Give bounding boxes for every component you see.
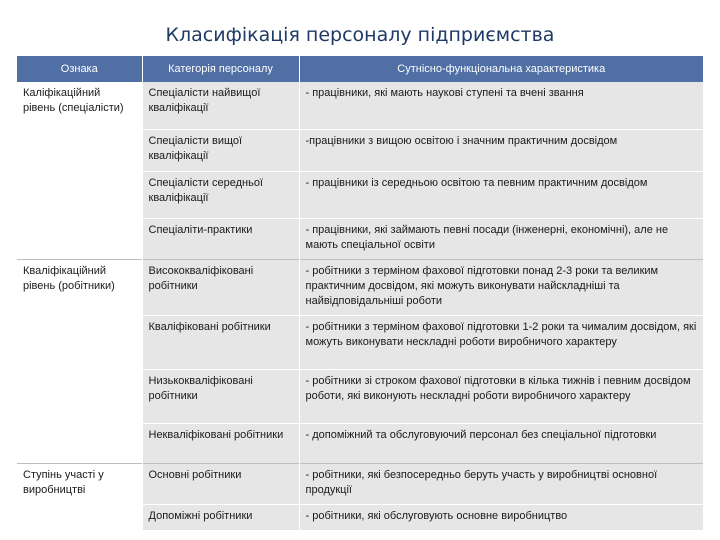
group-label: Кваліфікаційний рівень (робітники) [17, 259, 142, 463]
description-cell: - робітники, які обслуговують основне виробництво [299, 504, 703, 530]
table-row [17, 259, 703, 315]
category-cell: Спеціалісти найвищої кваліфікації [142, 82, 299, 129]
group-label: Каліфікаційний рівень (спеціалісти) [17, 82, 142, 259]
description-cell: -працівники з вищою освітою і значним практичним досвідом [299, 129, 703, 171]
category-cell: Висококваліфіковані робітники [142, 259, 299, 315]
category-cell: Низькокваліфіковані робітники [142, 369, 299, 423]
category-cell: Спеціаліти-практики [142, 218, 299, 259]
category-cell: Некваліфіковані робітники [142, 423, 299, 463]
group-label: Ступінь участі у виробництві [17, 463, 142, 530]
description-cell: - працівники із середньою освітою та певним практичним досвідом [299, 171, 703, 218]
description-cell: - робітники, які безпосередньо беруть участь у виробництві основної продукції [299, 463, 703, 504]
category-cell: Кваліфіковані робітники [142, 315, 299, 369]
category-cell: Спеціалісти вищої кваліфікації [142, 129, 299, 171]
page-title: Класифікація персоналу підприємства [165, 24, 555, 46]
header-feature: Ознака [17, 56, 142, 82]
description-cell: - робітники з терміном фахової підготовки понад 2-3 роки та великим практичним досвідом, які можуть виконувати найскладніші та найвідповідальніші роботи [299, 259, 703, 315]
description-cell: - допоміжний та обслуговуючий персонал без спеціальної підготовки [299, 423, 703, 463]
description-cell: - робітники з терміном фахової підготовки 1-2 роки та чималим досвідом, які можуть виконувати нескладні роботи виробничого характеру [299, 315, 703, 369]
table-row [17, 82, 703, 129]
classification-table [17, 56, 703, 530]
category-cell: Основні робітники [142, 463, 299, 504]
header-characteristic: Сутнісно-функціональна характеристика [299, 56, 703, 82]
description-cell: - працівники, які мають наукові ступені та вчені звання [299, 82, 703, 129]
description-cell: - робітники зі строком фахової підготовки в кілька тижнів і певним досвідом роботи, які виконують нескладні роботи виробничого характеру [299, 369, 703, 423]
table-header-row [17, 56, 703, 82]
category-cell: Спеціалісти середньої кваліфікації [142, 171, 299, 218]
description-cell: - працівники, які займають певні посади (інженерні, економічні), але не мають спеціальної освіти [299, 218, 703, 259]
header-category: Категорія персоналу [142, 56, 299, 82]
table-row [17, 463, 703, 504]
category-cell: Допоміжні робітники [142, 504, 299, 530]
